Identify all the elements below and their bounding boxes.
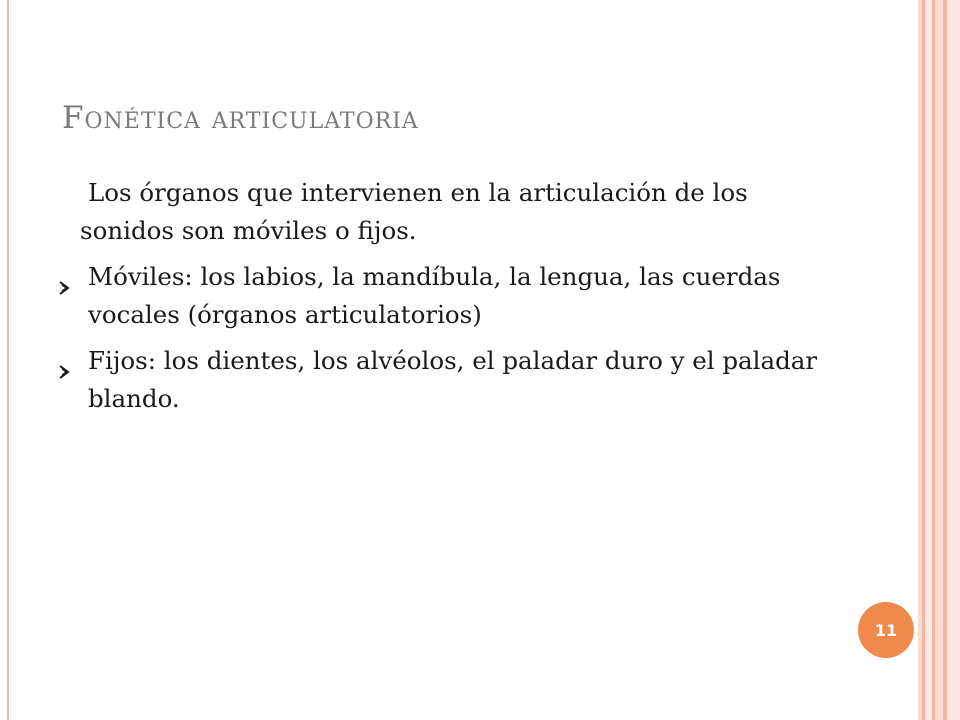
intro-text: Los órganos que intervienen en la articulación de los sonidos son móviles o fijos. — [80, 178, 748, 245]
arrowhead-bullet-icon — [58, 353, 72, 369]
bullet-item-moviles — [58, 258, 848, 334]
arrowhead-bullet-icon — [58, 269, 72, 285]
slide-title: Fonética articulatoria — [62, 100, 419, 136]
right-stripe-7 — [947, 0, 960, 720]
bullet-item-fijos — [58, 342, 848, 418]
right-stripe-3 — [925, 0, 932, 720]
intro-paragraph — [58, 174, 848, 250]
right-stripe-5 — [935, 0, 943, 720]
bullet-text: Fijos: los dientes, los alvéolos, el paladar duro y el paladar blando. — [88, 346, 818, 413]
bullet-text: Móviles: los labios, la mandíbula, la lengua, las cuerdas vocales (órganos articulatorios) — [88, 262, 781, 329]
slide-body — [58, 174, 848, 426]
page-number-badge: 11 — [858, 602, 914, 658]
left-border-line — [7, 0, 9, 720]
